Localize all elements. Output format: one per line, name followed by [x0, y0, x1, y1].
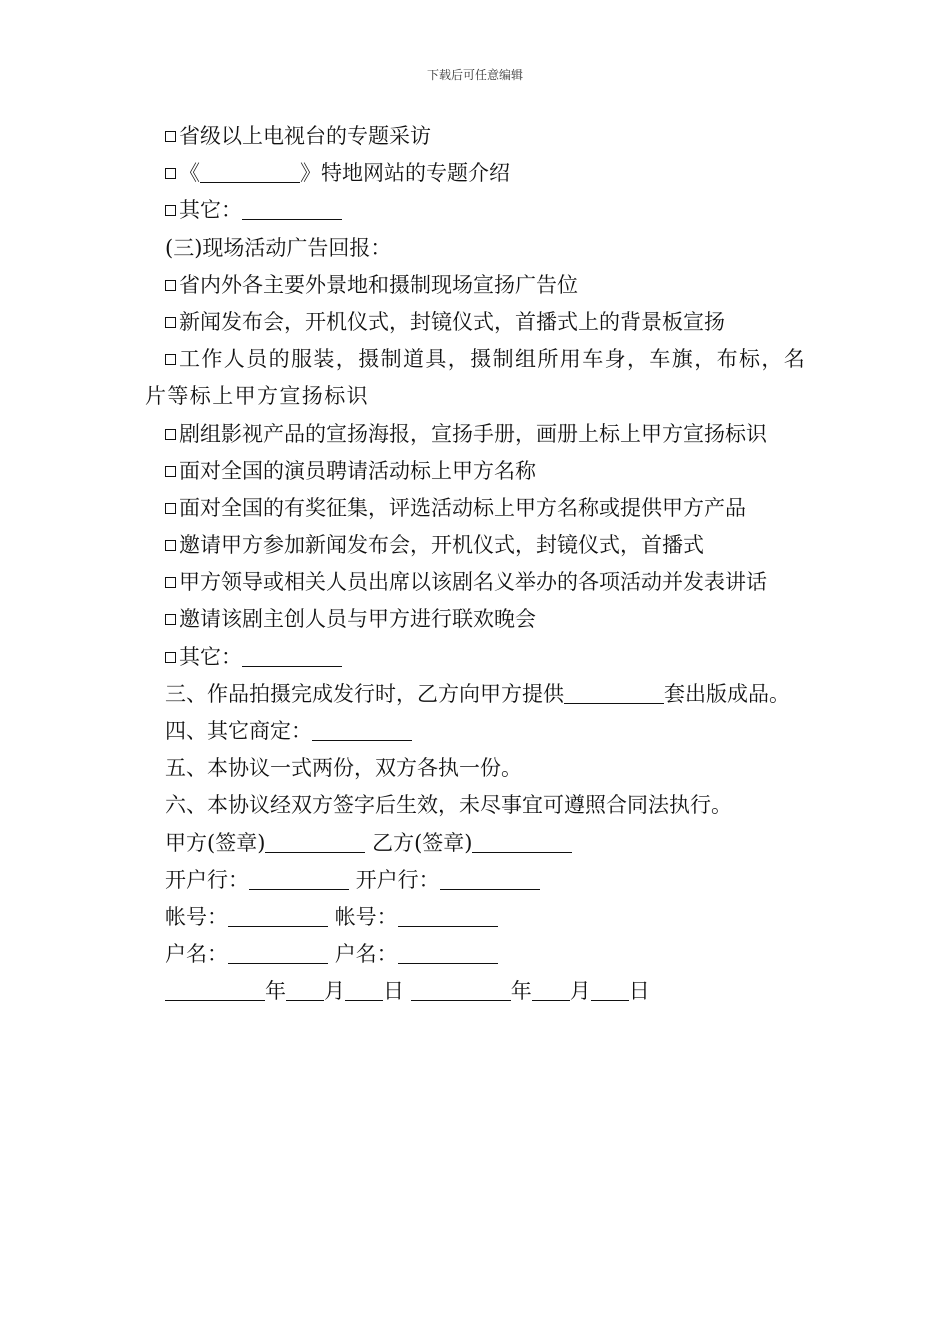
- blank-line[interactable]: [398, 943, 498, 964]
- checkbox-icon[interactable]: [165, 466, 176, 477]
- blank-line[interactable]: [591, 980, 629, 1001]
- blank-line[interactable]: [242, 646, 342, 667]
- checkbox-item-gala: 邀请该剧主创人员与甲方进行联欢晚会: [145, 601, 825, 638]
- blank-line[interactable]: [472, 832, 572, 853]
- checkbox-item-contest: 面对全国的有奖征集，评选活动标上甲方名称或提供甲方产品: [145, 490, 825, 527]
- blank-line[interactable]: [286, 980, 324, 1001]
- document-body: [145, 118, 825, 1011]
- checkbox-icon[interactable]: [165, 429, 176, 440]
- checkbox-icon[interactable]: [165, 354, 176, 365]
- account-row: 帐号： 帐号：: [145, 899, 825, 936]
- checkbox-item-other: 其它：: [145, 192, 825, 229]
- blank-line[interactable]: [249, 869, 349, 890]
- clause-6: 六、本协议经双方签字后生效，未尽事宜可遵照合同法执行。: [165, 793, 732, 818]
- blank-line[interactable]: [345, 980, 383, 1001]
- checkbox-icon[interactable]: [165, 577, 176, 588]
- blank-line[interactable]: [312, 720, 412, 741]
- checkbox-item-other-2: 其它：: [145, 639, 825, 676]
- checkbox-item-provincial-tv: 省级以上电视台的专题采访: [145, 118, 825, 155]
- blank-line[interactable]: [165, 980, 265, 1001]
- checkbox-item-website: 《 》特地网站的专题介绍: [145, 155, 825, 192]
- date-row: 年 月 日 年 月 日: [145, 973, 825, 1010]
- checkbox-item-invite-press: 邀请甲方参加新闻发布会，开机仪式，封镜仪式，首播式: [145, 527, 825, 564]
- signature-row: 甲方(签章) 乙方(签章): [145, 825, 825, 862]
- clause-5: 五、本协议一式两份，双方各执一份。: [165, 756, 522, 781]
- blank-line[interactable]: [228, 906, 328, 927]
- checkbox-item-posters: 剧组影视产品的宣扬海报，宣扬手册，画册上标上甲方宣扬标识: [145, 416, 825, 453]
- blank-line[interactable]: [564, 683, 664, 704]
- clause-4: 四、其它商定：: [145, 713, 825, 750]
- bank-row: 开户行： 开户行：: [145, 862, 825, 899]
- checkbox-icon[interactable]: [165, 503, 176, 514]
- blank-line[interactable]: [200, 162, 300, 183]
- checkbox-icon[interactable]: [165, 280, 176, 291]
- blank-line[interactable]: [398, 906, 498, 927]
- checkbox-item-leader-speech: 甲方领导或相关人员出席以该剧名义举办的各项活动并发表讲话: [145, 564, 825, 601]
- blank-line[interactable]: [242, 199, 342, 220]
- section-heading-onsite: (三)现场活动广告回报：: [165, 235, 392, 260]
- checkbox-icon[interactable]: [165, 168, 176, 179]
- clause-3: 三、作品拍摄完成发行时，乙方向甲方提供 套出版成品。: [165, 681, 790, 706]
- blank-line[interactable]: [440, 869, 540, 890]
- checkbox-item-backdrop: 新闻发布会，开机仪式，封镜仪式，首播式上的背景板宣扬: [145, 304, 825, 341]
- checkbox-icon[interactable]: [165, 317, 176, 328]
- checkbox-item-uniform-logo: 工作人员的服装，摄制道具，摄制组所用车身，车旗，布标，名片等标上甲方宣扬标识: [145, 347, 807, 409]
- blank-line[interactable]: [532, 980, 570, 1001]
- blank-line[interactable]: [265, 832, 365, 853]
- checkbox-icon[interactable]: [165, 614, 176, 625]
- account-name-row: 户名： 户名：: [145, 936, 825, 973]
- checkbox-icon[interactable]: [165, 652, 176, 663]
- checkbox-item-casting: 面对全国的演员聘请活动标上甲方名称: [145, 453, 825, 490]
- blank-line[interactable]: [228, 943, 328, 964]
- checkbox-icon[interactable]: [165, 205, 176, 216]
- checkbox-icon[interactable]: [165, 131, 176, 142]
- blank-line[interactable]: [411, 980, 511, 1001]
- checkbox-icon[interactable]: [165, 540, 176, 551]
- checkbox-item-location-ads: 省内外各主要外景地和摄制现场宣扬广告位: [145, 267, 825, 304]
- page-header: 下载后可任意编辑: [426, 68, 523, 82]
